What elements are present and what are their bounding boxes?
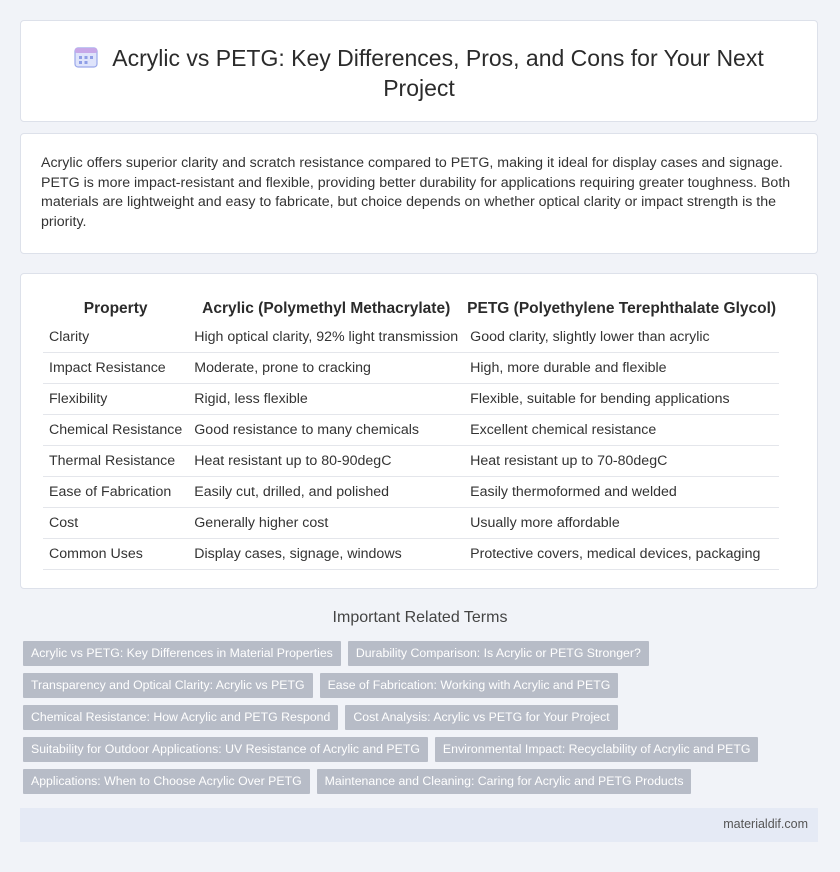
property-cell: Thermal Resistance (43, 446, 188, 477)
acrylic-cell: Good resistance to many chemicals (188, 415, 464, 446)
table-row (43, 384, 779, 415)
acrylic-cell: High optical clarity, 92% light transmission (188, 322, 464, 353)
table-row (43, 322, 779, 353)
table-header-row (43, 296, 779, 322)
related-terms-row (23, 705, 823, 737)
title-card (20, 20, 818, 122)
header-property: Property (83, 300, 148, 317)
petg-cell: High, more durable and flexible (464, 353, 779, 384)
property-cell: Flexibility (43, 384, 188, 415)
related-terms-row (23, 641, 823, 673)
related-term-link[interactable]: Maintenance and Cleaning: Caring for Acrylic and PETG Products (317, 769, 692, 794)
related-term-link[interactable]: Transparency and Optical Clarity: Acrylic vs PETG (23, 673, 313, 698)
table-row (43, 539, 779, 570)
petg-cell: Flexible, suitable for bending applications (464, 384, 779, 415)
petg-cell: Protective covers, medical devices, packaging (464, 539, 779, 570)
related-term-link[interactable]: Cost Analysis: Acrylic vs PETG for Your Project (345, 705, 617, 730)
acrylic-cell: Easily cut, drilled, and polished (188, 477, 464, 508)
table-row (43, 477, 779, 508)
petg-cell: Usually more affordable (464, 508, 779, 539)
footer (20, 808, 818, 842)
related-term-link[interactable]: Chemical Resistance: How Acrylic and PETG Respond (23, 705, 338, 730)
related-terms-title: Important Related Terms (332, 609, 508, 626)
acrylic-cell: Rigid, less flexible (188, 384, 464, 415)
petg-cell: Good clarity, slightly lower than acrylic (464, 322, 779, 353)
property-cell: Impact Resistance (43, 353, 188, 384)
comparison-table (43, 296, 779, 570)
related-term-link[interactable]: Ease of Fabrication: Working with Acrylic and PETG (320, 673, 619, 698)
related-term-link[interactable]: Suitability for Outdoor Applications: UV Resistance of Acrylic and PETG (23, 737, 428, 762)
acrylic-cell: Moderate, prone to cracking (188, 353, 464, 384)
page-title (21, 43, 817, 103)
page-title-text: Acrylic vs PETG: Key Differences, Pros, and Cons for Your Next Project (112, 45, 764, 101)
table-row (43, 508, 779, 539)
table-row (43, 353, 779, 384)
property-cell: Common Uses (43, 539, 188, 570)
related-term-link[interactable]: Environmental Impact: Recyclability of Acrylic and PETG (435, 737, 759, 762)
related-term-link[interactable]: Durability Comparison: Is Acrylic or PETG Stronger? (348, 641, 649, 666)
acrylic-cell: Display cases, signage, windows (188, 539, 464, 570)
table-row (43, 415, 779, 446)
header-petg: PETG (Polyethylene Terephthalate Glycol) (467, 300, 777, 317)
calendar-grid-icon (74, 46, 98, 68)
table-row (43, 446, 779, 477)
related-terms-row (23, 769, 823, 801)
acrylic-cell: Heat resistant up to 80-90degC (188, 446, 464, 477)
property-cell: Clarity (43, 322, 188, 353)
property-cell: Ease of Fabrication (43, 477, 188, 508)
summary-card (20, 133, 818, 254)
petg-cell: Easily thermoformed and welded (464, 477, 779, 508)
property-cell: Cost (43, 508, 188, 539)
property-cell: Chemical Resistance (43, 415, 188, 446)
comparison-card (20, 273, 818, 589)
acrylic-cell: Generally higher cost (188, 508, 464, 539)
petg-cell: Excellent chemical resistance (464, 415, 779, 446)
related-terms-row (23, 673, 823, 705)
footer-site-link[interactable]: materialdif.com (723, 817, 808, 831)
related-term-link[interactable]: Acrylic vs PETG: Key Differences in Material Properties (23, 641, 341, 666)
summary-text: Acrylic offers superior clarity and scratch resistance compared to PETG, making it ideal for display cases and signage. PETG is more impact-resistant and flexible, providing better durability for applications requiring greater toughness. Both materials are lightweight and easy to fabricate, but choice depends on whether optical clarity or impact strength is the priority. (41, 155, 791, 230)
related-terms-row (23, 737, 823, 769)
related-term-link[interactable]: Applications: When to Choose Acrylic Over PETG (23, 769, 310, 794)
header-acrylic: Acrylic (Polymethyl Methacrylate) (202, 300, 451, 317)
petg-cell: Heat resistant up to 70-80degC (464, 446, 779, 477)
related-terms-list (23, 641, 823, 801)
